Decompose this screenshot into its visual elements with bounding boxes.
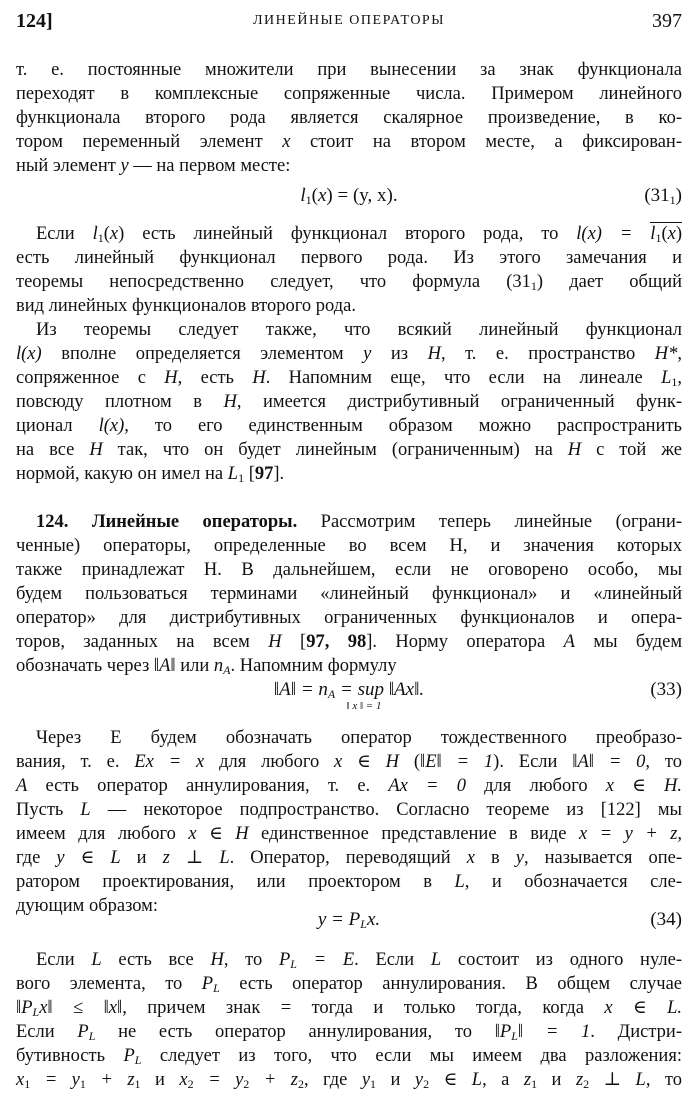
text-line: Из теоремы следует также, что всякий линейный функционал [36, 320, 682, 340]
equation-31: $l_1(x) = (y$, x). $(31_1)$ [300, 185, 682, 207]
text-line: оператор» для дистрибутивных ограниченных функционалов и опера- [16, 608, 682, 628]
text-line: нормой, какую он имел на $L_1$ [97]. [16, 464, 285, 485]
text-line: есть линейный функционал первого рода. Из этого замечания и [16, 248, 682, 268]
text-line: A есть оператор аннулирования, т. е. Ax = 0 для любого x ∈ H. [16, 776, 683, 796]
section-heading-line: 124. Линейные операторы. Рассмотрим теперь линейные (ограни- [36, 512, 682, 532]
running-title: ЛИНЕЙНЫЕ ОПЕРАТОРЫ [253, 13, 445, 28]
text-line: т. е. постоянные множители при вынесении за знак функционала [16, 60, 682, 80]
text-line: Пусть L — некоторое подпространство. Согласно теореме из [122] мы [16, 800, 682, 820]
text-line: Если L есть все H, то $P_L = E$. Если L состоит из одного нуле- [36, 950, 682, 971]
text-line: торов, заданных на всем H [97, 98]. Норму оператора A мы будем [16, 632, 683, 652]
section-number: 124] [16, 10, 53, 32]
text-line: бутивность $P_L$ следует из того, что если мы имеем два разложения: [16, 1046, 682, 1067]
text-line: на все H так, что он будет линейным (ограниченным) на H с той же [16, 440, 683, 460]
page-number: 397 [652, 10, 682, 32]
text-line: ченные) операторы, определенные во всем H, и значения которых [16, 536, 682, 556]
text-line: повсюду плотном в H, имеется дистрибутивный ограниченный функ- [16, 392, 682, 412]
equation-33-subscript: ‖ x ‖ = 1 [346, 700, 382, 712]
text-line: $x_1 = y_1 + z_1$ и $x_2 = y_2 + z_2$, где $y_1$ и $y_2$ ∈ L, а $z_1$ и $z_2$ ⊥ L, то [16, 1070, 683, 1091]
text-line: ный элемент y — на первом месте: [16, 156, 291, 176]
text-line: где y ∈ L и z ⊥ L. Оператор, переводящий x в y, называется опе- [16, 848, 682, 868]
text-line: обозначать через ‖A‖ или $n_A$. Напомним формулу [16, 656, 397, 677]
text-line: также принадлежат H. В дальнейшем, если не оговорено особо, мы [16, 560, 682, 580]
text-line: l(x) вполне определяется элементом y из H, т. е. пространство H*, [16, 344, 682, 364]
text-line: $‖P_Lx‖$ ≤ ‖x‖, причем знак = тогда и только тогда, когда x ∈ L. [16, 998, 682, 1019]
text-line: сопряженное с H, есть H. Напомним еще, что если на линеале $L_1$, [16, 368, 682, 389]
text-line: функционала второго рода является скалярное произведение, в ко- [16, 108, 682, 128]
equation-34: $y = P_Lx$. (34) [317, 909, 682, 931]
text-line: дующим образом: [16, 896, 159, 916]
text-line: вид линейных функционалов второго рода. [16, 296, 356, 316]
text-line: Через E будем обозначать оператор тождественного преобразо- [36, 728, 682, 748]
text-line: Если $P_L$ не есть оператор аннулирования, то $‖P_L‖ = 1$. Дистри- [16, 1022, 682, 1043]
text-line: тором переменный элемент x стоит на втором месте, а фиксирован- [16, 132, 682, 152]
text-line: Если $l_1(x)$ есть линейный функционал второго рода, то $l(x) = l_1(x)$ [36, 224, 682, 245]
text-line: ратором проектирования, или проектором в L, и обозначается сле- [16, 872, 682, 892]
text-line: теоремы непосредственно следует, что формула $(31_1)$ дает общий [16, 272, 682, 293]
text-line: ционал l(x), то его единственным образом можно распространить [16, 416, 682, 436]
text-line: будем пользоваться терминами «линейный функционал» и «линейный [16, 584, 682, 604]
text-line: вого элемента, то $P_L$ есть оператор аннулирования. В общем случае [16, 974, 682, 995]
section-heading: 124. Линейные операторы. [36, 512, 298, 532]
equation-33: ‖A‖ = $n_A$ = sup ‖Ax‖. (33) [273, 679, 682, 701]
text-line: вания, т. е. Ex = x для любого x ∈ H (‖E‖ = 1). Если ‖A‖ = 0, то [16, 752, 682, 772]
text-line: переходят в комплексные сопряженные числа. Примером линейного [16, 84, 682, 104]
running-header [16, 10, 682, 34]
text-line: имеем для любого x ∈ H единственное представление в виде x = y + z, [16, 824, 683, 844]
